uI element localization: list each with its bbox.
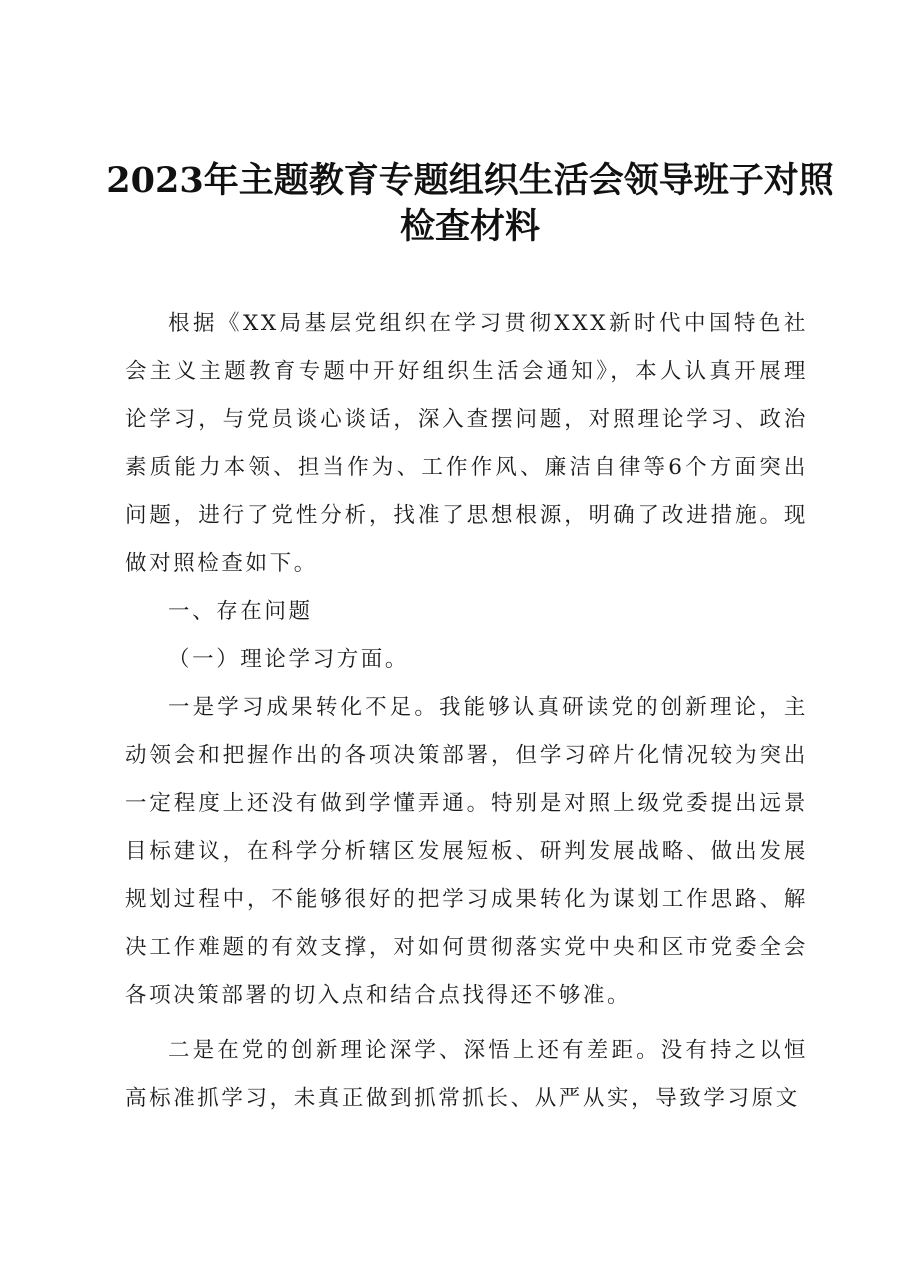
- paragraph-gap: [125, 1020, 808, 1027]
- point-one-paragraph: 一是学习成果转化不足。我能够认真研读党的创新理论，主动领会和把握作出的各项决策部署，但学习碎片化情况较为突出一定程度上还没有做到学懂弄通。特别是对照上级党委提出远景目标建议，在科学分析辖区发展短板、研判发展战略、做出发展规划过程中，不能够很好的把学习成果转化为谋划工作思路、解决工作难题的有效支撑，对如何贯彻落实党中央和区市党委全会各项决策部署的切入点和结合点找得还不够准。: [125, 695, 808, 1008]
- point-two-paragraph: 二是在党的创新理论深学、深悟上还有差距。没有持之以恒高标准抓学习，未真正做到抓常抓长、从严从实，导致学习原文: [125, 1038, 808, 1111]
- document-title: 2023年主题教育专题组织生活会领导班子对照检查材料: [106, 160, 834, 247]
- section-heading-problems: 一、存在问题: [168, 599, 313, 624]
- subsection-heading-theory: （一）理论学习方面。: [168, 647, 410, 672]
- document-body: [125, 300, 808, 1123]
- intro-paragraph: 根据《XX局基层党组织在学习贯彻XXX新时代中国特色社会主义主题教育专题中开好组织生活会通知》，本人认真开展理论学习，与党员谈心谈话，深入查摆问题，对照理论学习、政治素质能力本领、担当作为、工作作风、廉洁自律等6个方面突出问题，进行了党性分析，找准了思想根源，明确了改进措施。现做对照检查如下。: [125, 311, 808, 576]
